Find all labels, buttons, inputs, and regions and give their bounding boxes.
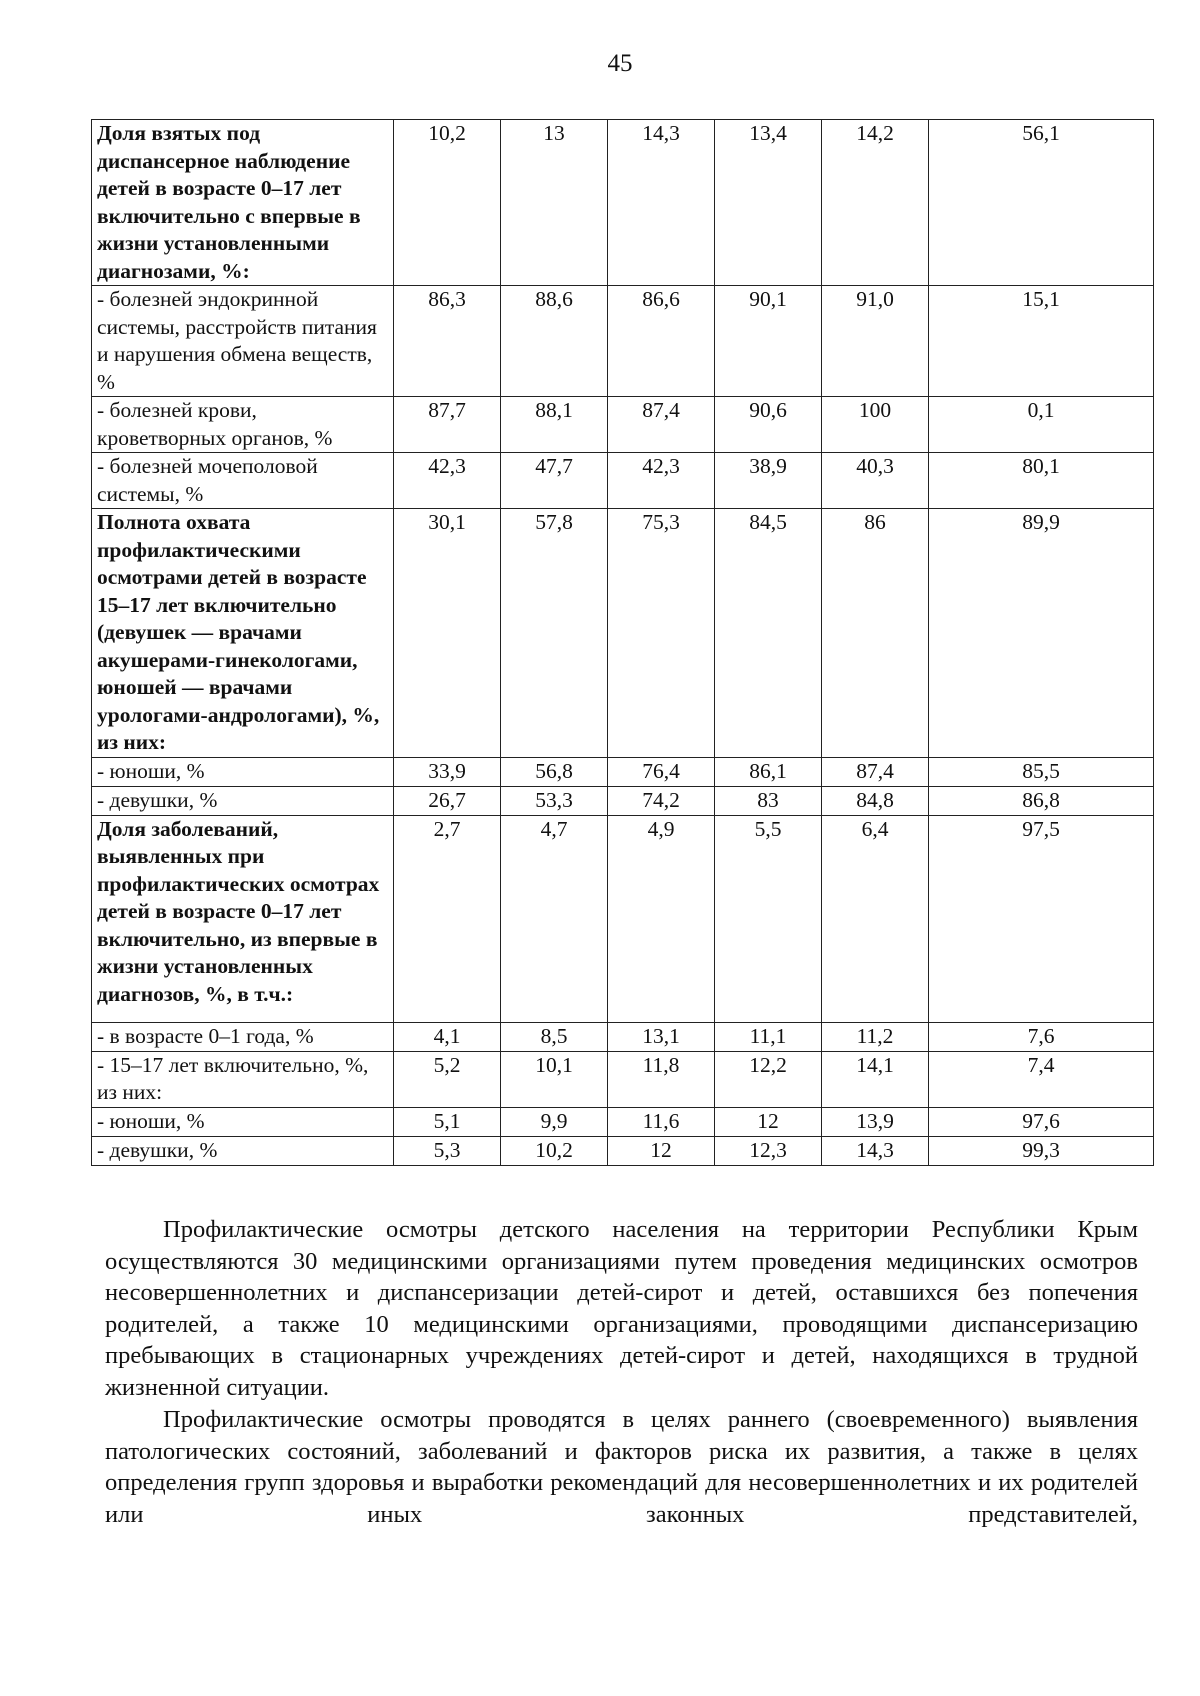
row-label: - болезней эндокринной системы, расстройств питания и нарушения обмена веществ, % bbox=[92, 286, 394, 397]
value-cell: 12 bbox=[608, 1136, 715, 1165]
value-cell: 4,7 bbox=[501, 815, 608, 1022]
row-label: - юноши, % bbox=[92, 757, 394, 786]
value-cell: 87,4 bbox=[822, 757, 929, 786]
value-cell: 84,5 bbox=[715, 509, 822, 758]
value-cell: 86,3 bbox=[394, 286, 501, 397]
value-cell: 12,3 bbox=[715, 1136, 822, 1165]
table-row bbox=[92, 1107, 1154, 1136]
value-cell: 11,1 bbox=[715, 1022, 822, 1051]
value-cell: 13 bbox=[501, 120, 608, 286]
value-cell: 100 bbox=[822, 397, 929, 453]
value-cell: 53,3 bbox=[501, 786, 608, 815]
table-row bbox=[92, 286, 1154, 397]
row-label: Доля заболеваний, выявленных при профилактических осмотрах детей в возрасте 0–17 лет включительно, из впервые в жизни установленных диагнозов, %, в т.ч.: bbox=[92, 815, 394, 1022]
value-cell: 6,4 bbox=[822, 815, 929, 1022]
value-cell: 4,1 bbox=[394, 1022, 501, 1051]
value-cell: 14,3 bbox=[822, 1136, 929, 1165]
value-cell: 0,1 bbox=[929, 397, 1154, 453]
value-cell: 5,1 bbox=[394, 1107, 501, 1136]
value-cell: 86,8 bbox=[929, 786, 1154, 815]
page-number: 45 bbox=[607, 50, 633, 77]
paragraph-1 bbox=[105, 1214, 1138, 1403]
value-cell: 10,2 bbox=[394, 120, 501, 286]
value-cell: 86,6 bbox=[608, 286, 715, 397]
row-label: Полнота охвата профилактическими осмотрами детей в возрасте 15–17 лет включительно (девушек — врачами акушерами-гинекологами, юношей — врачами урологами-андрологами), %, из них: bbox=[92, 509, 394, 758]
value-cell: 42,3 bbox=[608, 453, 715, 509]
value-cell: 11,2 bbox=[822, 1022, 929, 1051]
value-cell: 91,0 bbox=[822, 286, 929, 397]
table-row bbox=[92, 453, 1154, 509]
value-cell: 33,9 bbox=[394, 757, 501, 786]
table-row bbox=[92, 786, 1154, 815]
value-cell: 13,4 bbox=[715, 120, 822, 286]
value-cell: 10,2 bbox=[501, 1136, 608, 1165]
value-cell: 2,7 bbox=[394, 815, 501, 1022]
value-cell: 4,9 bbox=[608, 815, 715, 1022]
row-label: Доля взятых под диспансерное наблюдение детей в возрасте 0–17 лет включительно с впервые в жизни установленными диагнозами, %: bbox=[92, 120, 394, 286]
value-cell: 9,9 bbox=[501, 1107, 608, 1136]
value-cell: 83 bbox=[715, 786, 822, 815]
value-cell: 90,1 bbox=[715, 286, 822, 397]
value-cell: 99,3 bbox=[929, 1136, 1154, 1165]
row-label: - девушки, % bbox=[92, 786, 394, 815]
value-cell: 13,1 bbox=[608, 1022, 715, 1051]
value-cell: 11,6 bbox=[608, 1107, 715, 1136]
row-label: - девушки, % bbox=[92, 1136, 394, 1165]
table-row bbox=[92, 397, 1154, 453]
value-cell: 42,3 bbox=[394, 453, 501, 509]
value-cell: 10,1 bbox=[501, 1051, 608, 1107]
value-cell: 7,6 bbox=[929, 1022, 1154, 1051]
value-cell: 14,1 bbox=[822, 1051, 929, 1107]
value-cell: 8,5 bbox=[501, 1022, 608, 1051]
value-cell: 56,8 bbox=[501, 757, 608, 786]
table-row bbox=[92, 1136, 1154, 1165]
indicators-table bbox=[91, 119, 1154, 1166]
value-cell: 80,1 bbox=[929, 453, 1154, 509]
value-cell: 97,6 bbox=[929, 1107, 1154, 1136]
row-label: - болезней мочеполовой системы, % bbox=[92, 453, 394, 509]
value-cell: 87,4 bbox=[608, 397, 715, 453]
value-cell: 15,1 bbox=[929, 286, 1154, 397]
table-row bbox=[92, 509, 1154, 758]
value-cell: 56,1 bbox=[929, 120, 1154, 286]
value-cell: 76,4 bbox=[608, 757, 715, 786]
paragraph-1-text: Профилактические осмотры детского населения на территории Республики Крым осуществляются 30 медицинскими организациями путем проведения медицинских осмотров несовершеннолетних и диспансеризации детей-сирот и детей, оставшихся без попечения родителей, а также 10 медицинскими организациями, проводящими диспансеризацию пребывающих в стационарных учреждениях детей-сирот и детей, находящихся в трудной жизненной ситуации. bbox=[105, 1216, 1138, 1401]
value-cell: 13,9 bbox=[822, 1107, 929, 1136]
value-cell: 5,2 bbox=[394, 1051, 501, 1107]
value-cell: 47,7 bbox=[501, 453, 608, 509]
value-cell: 14,2 bbox=[822, 120, 929, 286]
value-cell: 97,5 bbox=[929, 815, 1154, 1022]
value-cell: 40,3 bbox=[822, 453, 929, 509]
row-label: - 15–17 лет включительно, %, из них: bbox=[92, 1051, 394, 1107]
value-cell: 38,9 bbox=[715, 453, 822, 509]
value-cell: 7,4 bbox=[929, 1051, 1154, 1107]
value-cell: 26,7 bbox=[394, 786, 501, 815]
value-cell: 86,1 bbox=[715, 757, 822, 786]
value-cell: 89,9 bbox=[929, 509, 1154, 758]
value-cell: 84,8 bbox=[822, 786, 929, 815]
value-cell: 86 bbox=[822, 509, 929, 758]
value-cell: 90,6 bbox=[715, 397, 822, 453]
value-cell: 87,7 bbox=[394, 397, 501, 453]
value-cell: 88,6 bbox=[501, 286, 608, 397]
value-cell: 85,5 bbox=[929, 757, 1154, 786]
value-cell: 75,3 bbox=[608, 509, 715, 758]
table-row bbox=[92, 1022, 1154, 1051]
value-cell: 74,2 bbox=[608, 786, 715, 815]
table-row bbox=[92, 757, 1154, 786]
value-cell: 12,2 bbox=[715, 1051, 822, 1107]
table-body bbox=[92, 120, 1154, 1166]
table-row bbox=[92, 815, 1154, 1022]
value-cell: 57,8 bbox=[501, 509, 608, 758]
row-label: - в возрасте 0–1 года, % bbox=[92, 1022, 394, 1051]
paragraph-2-text: Профилактические осмотры проводятся в целях раннего (своевременного) выявления патологических состояний, заболеваний и факторов риска их развития, а также в целях определения групп здоровья и выработки рекомендаций для несовершеннолетних и их родителей или иных законных представителей, bbox=[105, 1406, 1138, 1528]
value-cell: 12 bbox=[715, 1107, 822, 1136]
value-cell: 11,8 bbox=[608, 1051, 715, 1107]
value-cell: 5,3 bbox=[394, 1136, 501, 1165]
table-row bbox=[92, 1051, 1154, 1107]
table-row bbox=[92, 120, 1154, 286]
value-cell: 88,1 bbox=[501, 397, 608, 453]
row-label: - юноши, % bbox=[92, 1107, 394, 1136]
value-cell: 30,1 bbox=[394, 509, 501, 758]
paragraph-2 bbox=[105, 1404, 1138, 1530]
value-cell: 14,3 bbox=[608, 120, 715, 286]
row-label: - болезней крови, кроветворных органов, % bbox=[92, 397, 394, 453]
value-cell: 5,5 bbox=[715, 815, 822, 1022]
